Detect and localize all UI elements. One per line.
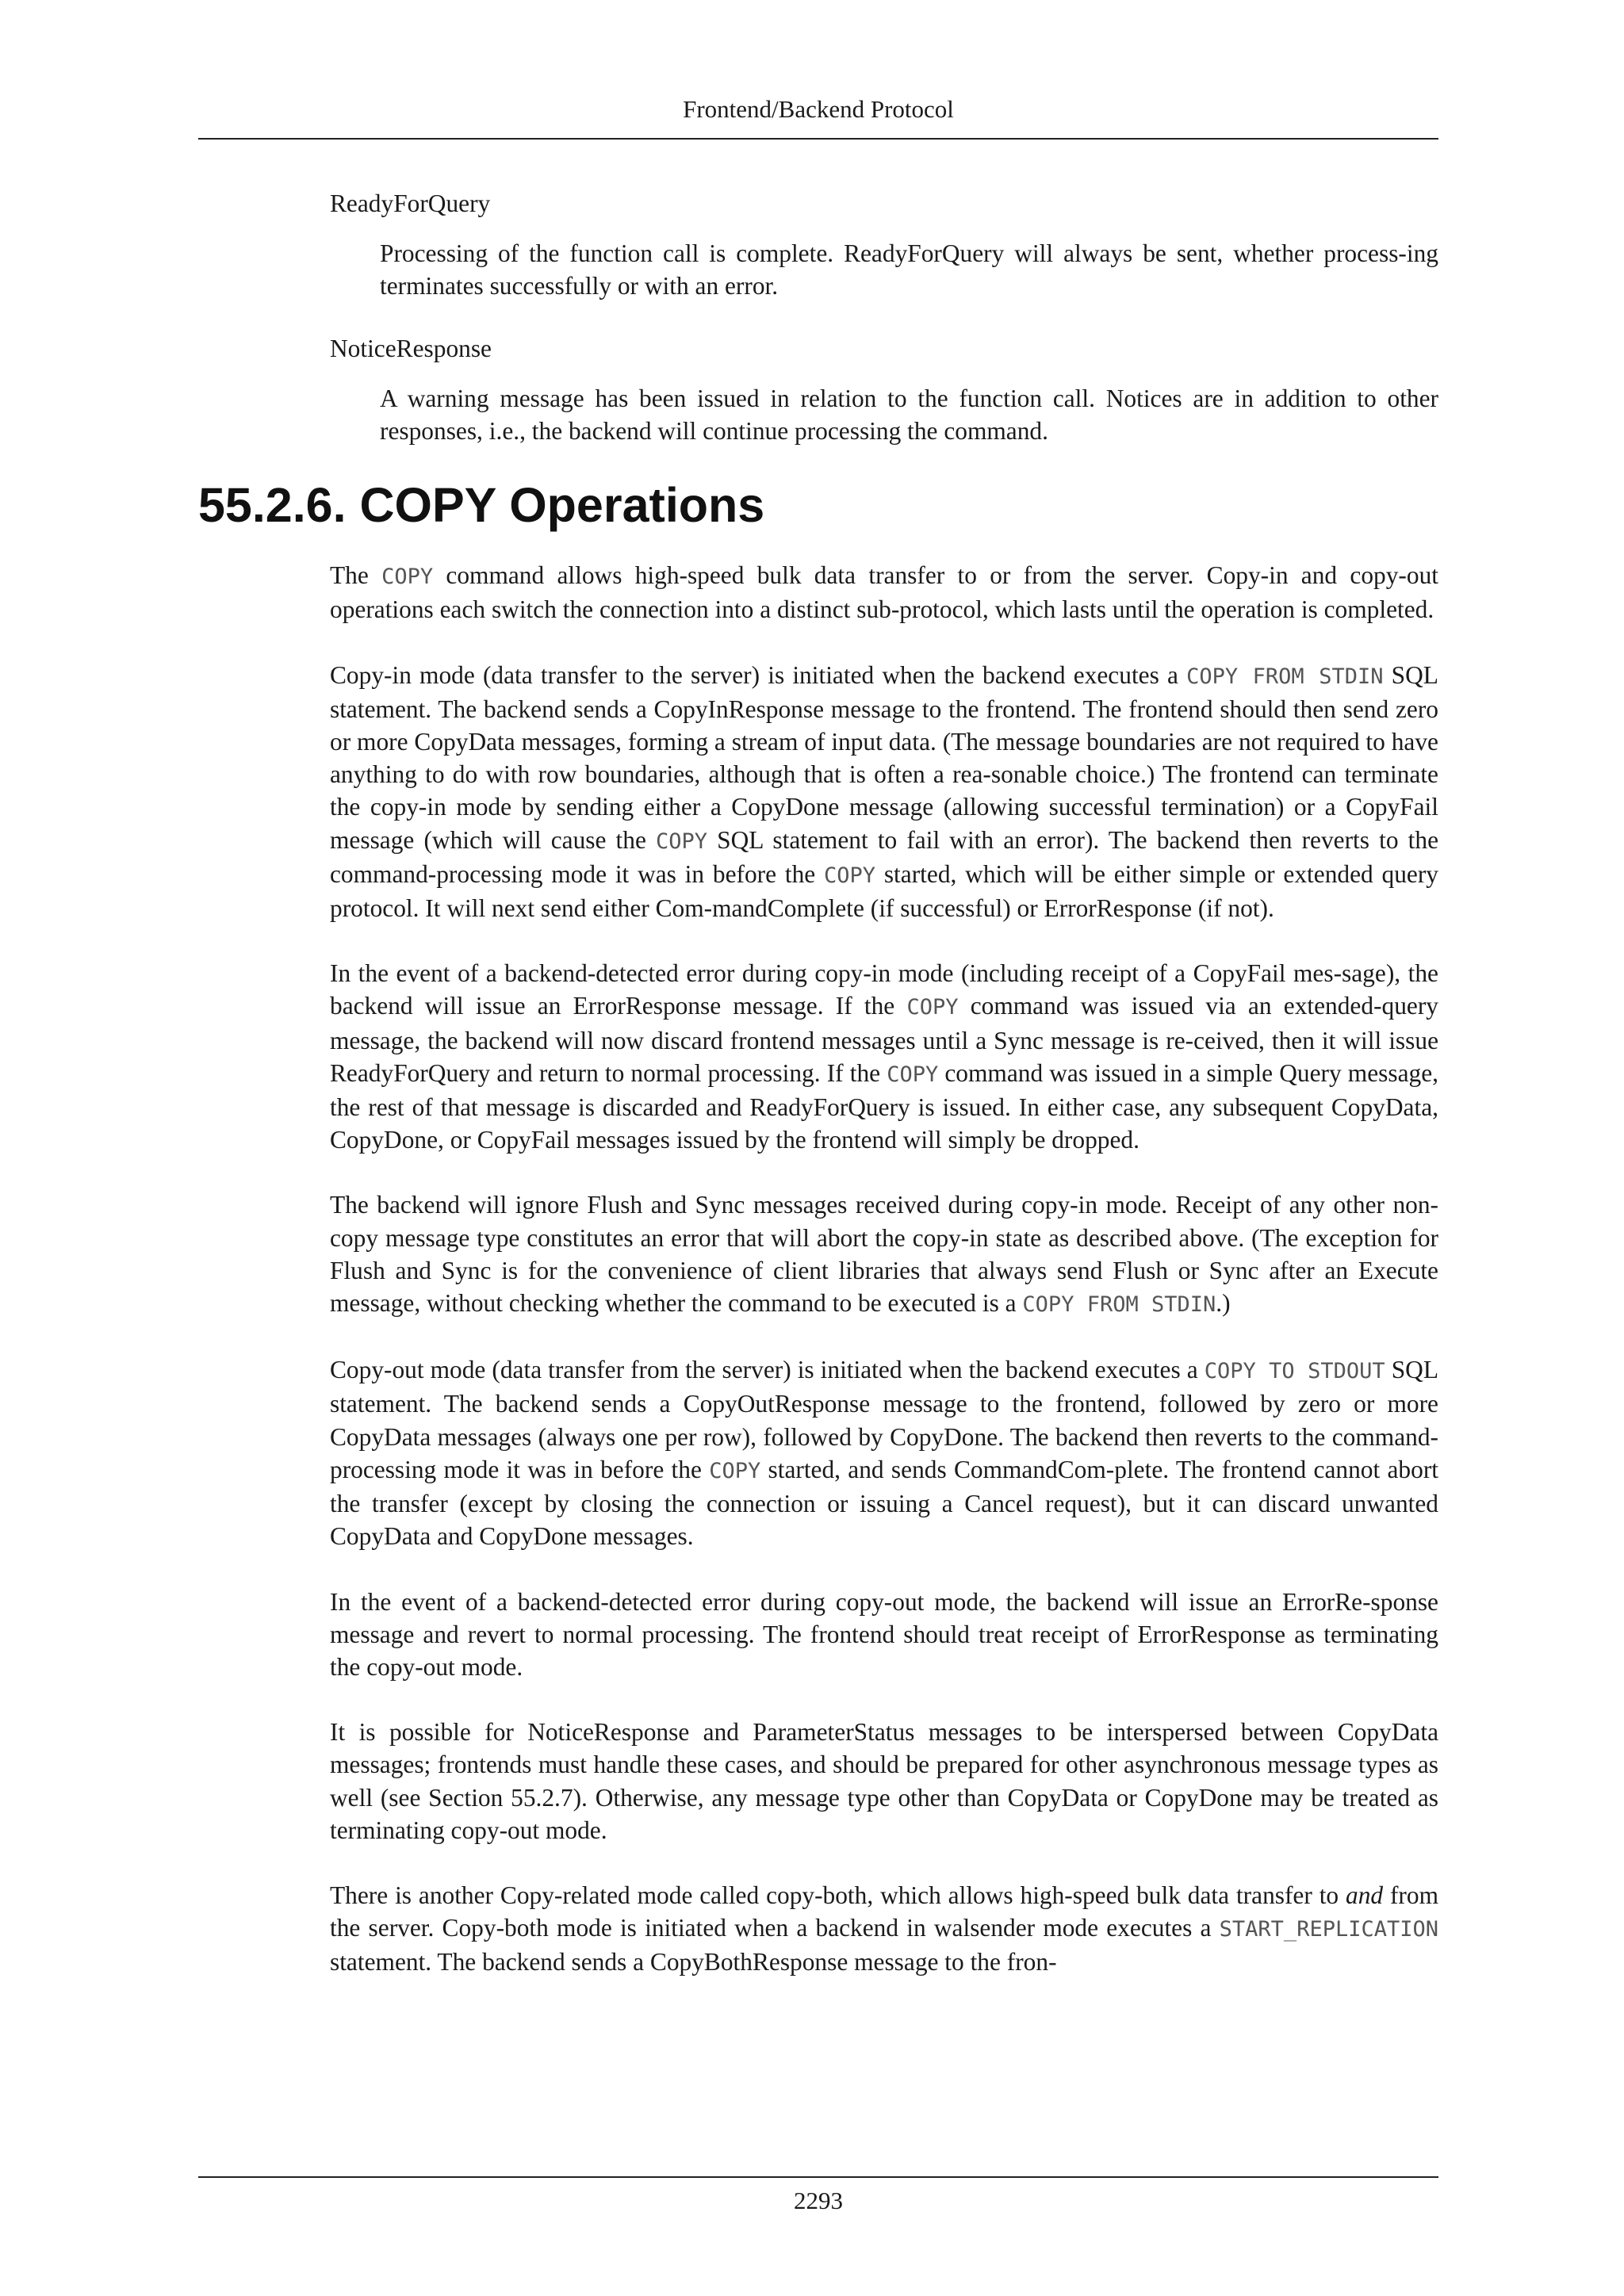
footer-rule (198, 2176, 1438, 2178)
inline-code: COPY (381, 564, 434, 590)
section-title: 55.2.6. COPY Operations (198, 478, 765, 533)
text: SQL statement. The backend sends a CopyOutResponse message to the frontend, followed by zero or more CopyData messages (always one per row), followed by CopyDone. The backend then reverts to the command-processing mode it was in before the (330, 1356, 1438, 1483)
paragraph-flush-sync (330, 1188, 1438, 1321)
paragraph-copy-out-error (330, 1586, 1438, 1684)
text: In the event of a backend-detected error during copy-in mode (including receipt of a CopyFail mes-sage), the backend will issue an ErrorResponse message. If the (330, 959, 1438, 1020)
text: from the server. Copy-both mode is initiated when a backend in walsender mode executes a (330, 1881, 1438, 1942)
paragraph-copy-both (330, 1879, 1438, 1979)
header-rule (198, 138, 1438, 140)
inline-code: COPY (709, 1458, 761, 1483)
text: .) (1216, 1289, 1231, 1318)
inline-code: COPY FROM STDIN (1186, 664, 1384, 689)
inline-code: COPY TO STDOUT (1204, 1359, 1385, 1384)
page-number: 2293 (794, 2187, 843, 2214)
page-content (198, 187, 1438, 2011)
paragraph-async-messages (330, 1716, 1438, 1846)
paragraph-copy-in-error (330, 957, 1438, 1156)
text: SQL statement to fail with an error). The backend then reverts to the command-processing mode it was in before the (330, 825, 1438, 888)
text: Copy-in mode (data transfer to the server) is initiated when the backend executes a (330, 660, 1187, 689)
running-header: Frontend/Backend Protocol (683, 95, 954, 123)
text: command allows high-speed bulk data transfer to or from the server. Copy-in and copy-out operations each switch the connection into a distinct sub-protocol, which lasts until the operation is completed. (330, 561, 1438, 624)
paragraph-copy-out-mode (330, 1353, 1438, 1552)
text: started, and sends CommandCom-plete. The frontend cannot abort the transfer (except by closing the connection or issuing a Cancel request), but it can discard unwanted CopyData and CopyDone messages. (330, 1455, 1438, 1551)
text: started, which will be either simple or extended query protocol. It will next send either Com-mandComplete (if successful) or ErrorResponse (if not). (330, 859, 1439, 923)
text: statement. The backend sends a CopyBothResponse message to the fron- (330, 1948, 1057, 1976)
term-notice-response-description: A warning message has been issued in relation to the function call. Notices are in addition to other responses, i.e., the backend will continue processing the command. (380, 384, 1438, 446)
term-ready-for-query: ReadyForQuery (330, 189, 491, 217)
text: Copy-out mode (data transfer from the server) is initiated when the backend executes a (330, 1356, 1205, 1384)
text: There is another Copy-related mode called copy-both, which allows high-speed bulk data transfer to (330, 1881, 1346, 1909)
inline-code: COPY FROM STDIN (1022, 1292, 1216, 1318)
paragraph-copy-intro (330, 559, 1438, 626)
inline-code: COPY (656, 828, 708, 854)
term-ready-for-query-description: Processing of the function call is complete. ReadyForQuery will always be sent, whether process-ing terminates successfully or with an error. (380, 239, 1438, 300)
emphasis: and (1346, 1881, 1384, 1909)
paragraph-copy-in-mode (330, 659, 1438, 925)
text: SQL statement. The backend sends a CopyInResponse message to the frontend. The frontend should then send zero or more CopyData messages, forming a stream of input data. (The message boundaries are not required to have anything to do with row boundaries, although that is often a rea-sonable choice.) The frontend can terminate the copy-in mode by sending either a CopyDone message (allowing successful termination) or a CopyFail message (which will cause the (330, 660, 1438, 854)
text: It is possible for NoticeResponse and ParameterStatus messages to be interspersed between CopyData messages; frontends must handle these cases, and should be prepared for other asynchronous message types as well (see Section 55.2.7). Otherwise, any message type other than CopyData or CopyDone may be treated as terminating copy-out mode. (330, 1718, 1438, 1844)
inline-code: START_REPLICATION (1219, 1917, 1438, 1942)
text: command was issued via an extended-query message, the backend will now discard frontend messages until a Sync message is re-ceived, then it will issue ReadyForQuery and return to normal processing. If the (330, 992, 1438, 1087)
text: command was issued in a simple Query message, the rest of that message is discarded and ReadyForQuery is issued. In either case, any subsequent CopyData, CopyDone, or CopyFail messages issued by the frontend will simply be dropped. (330, 1058, 1438, 1154)
text: The (330, 561, 382, 590)
text: In the event of a backend-detected error during copy-out mode, the backend will issue an ErrorRe-sponse message and revert to normal processing. The frontend should treat receipt of ErrorResponse as terminating the copy-out mode. (330, 1587, 1438, 1681)
inline-code: COPY (906, 995, 959, 1020)
term-notice-response: NoticeResponse (330, 334, 492, 362)
text: The backend will ignore Flush and Sync messages received during copy-in mode. Receipt of any other non-copy message type constitutes an error that will abort the copy-in state as described above. (The exception for Flush and Sync is for the convenience of client libraries that always send Flush or Sync after an Execute message, without checking whether the command to be executed is a (330, 1191, 1438, 1318)
inline-code: COPY (824, 863, 876, 888)
inline-code: COPY (887, 1062, 939, 1087)
